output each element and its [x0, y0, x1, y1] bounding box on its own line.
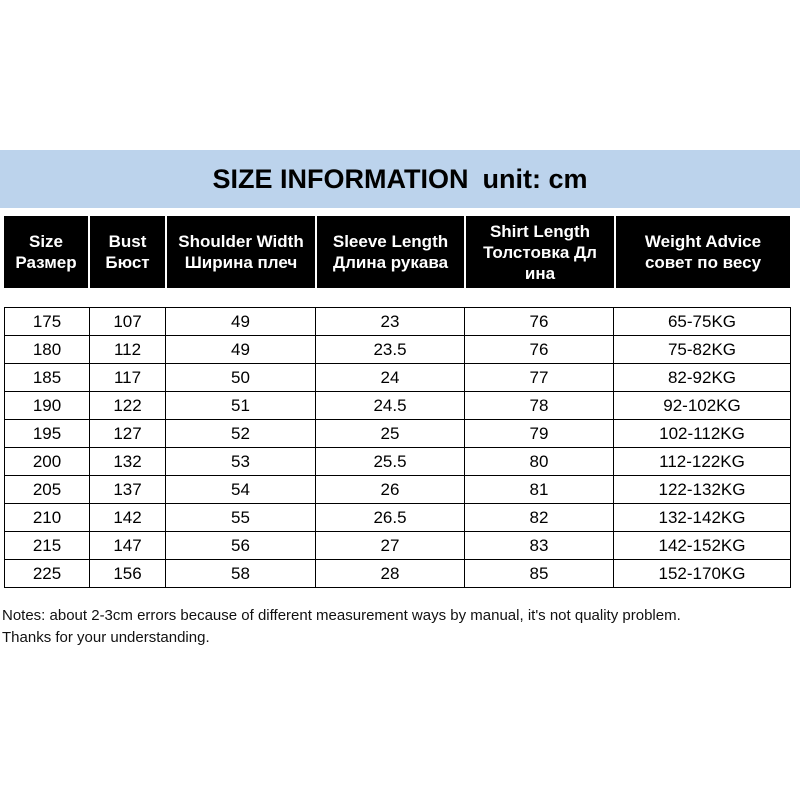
cell-shirt-length: 83	[465, 532, 614, 560]
cell-weight-advice: 75-82KG	[614, 336, 791, 364]
cell-bust: 107	[90, 308, 166, 336]
cell-weight-advice: 122-132KG	[614, 476, 791, 504]
cell-shoulder-width: 53	[166, 448, 316, 476]
cell-sleeve-length: 23.5	[316, 336, 465, 364]
cell-sleeve-length: 23	[316, 308, 465, 336]
cell-bust: 156	[90, 560, 166, 588]
cell-shoulder-width: 54	[166, 476, 316, 504]
table-row	[5, 336, 791, 364]
cell-weight-advice: 92-102KG	[614, 392, 791, 420]
notes-line-1: Notes: about 2-3cm errors because of different measurement ways by manual, it's not quality problem.	[2, 607, 681, 624]
table-row	[5, 532, 791, 560]
cell-shirt-length: 82	[465, 504, 614, 532]
cell-sleeve-length: 28	[316, 560, 465, 588]
banner-unit: unit: cm	[482, 163, 588, 194]
cell-shoulder-width: 51	[166, 392, 316, 420]
banner-title: SIZE INFORMATION	[212, 163, 469, 194]
table-header	[4, 216, 790, 288]
notes	[2, 605, 798, 649]
cell-shirt-length: 85	[465, 560, 614, 588]
cell-shirt-length: 76	[465, 308, 614, 336]
cell-size: 175	[5, 308, 90, 336]
cell-bust: 142	[90, 504, 166, 532]
cell-weight-advice: 82-92KG	[614, 364, 791, 392]
cell-shirt-length: 78	[465, 392, 614, 420]
cell-weight-advice: 132-142KG	[614, 504, 791, 532]
header-size: Size Размер	[4, 216, 88, 288]
header-shoulder-width: Shoulder Width Ширина плеч	[167, 216, 315, 288]
header-weight-advice: Weight Advice совет по весу	[616, 216, 790, 288]
table-row	[5, 364, 791, 392]
cell-shirt-length: 80	[465, 448, 614, 476]
cell-size: 185	[5, 364, 90, 392]
cell-sleeve-length: 26	[316, 476, 465, 504]
cell-shoulder-width: 49	[166, 308, 316, 336]
cell-shirt-length: 76	[465, 336, 614, 364]
header-bust: Bust Бюст	[90, 216, 165, 288]
cell-bust: 112	[90, 336, 166, 364]
cell-bust: 117	[90, 364, 166, 392]
cell-shoulder-width: 50	[166, 364, 316, 392]
cell-bust: 132	[90, 448, 166, 476]
table-row	[5, 476, 791, 504]
cell-weight-advice: 65-75KG	[614, 308, 791, 336]
header-sleeve-length: Sleeve Length Длина рукава	[317, 216, 464, 288]
cell-weight-advice: 102-112KG	[614, 420, 791, 448]
notes-line-2: Thanks for your understanding.	[2, 629, 210, 646]
table-row	[5, 504, 791, 532]
cell-sleeve-length: 27	[316, 532, 465, 560]
table-row	[5, 392, 791, 420]
size-table-body	[5, 308, 791, 588]
cell-sleeve-length: 26.5	[316, 504, 465, 532]
cell-size: 195	[5, 420, 90, 448]
cell-sleeve-length: 25.5	[316, 448, 465, 476]
table-row	[5, 560, 791, 588]
cell-shoulder-width: 58	[166, 560, 316, 588]
cell-weight-advice: 112-122KG	[614, 448, 791, 476]
cell-shoulder-width: 49	[166, 336, 316, 364]
cell-shirt-length: 79	[465, 420, 614, 448]
cell-sleeve-length: 25	[316, 420, 465, 448]
cell-sleeve-length: 24	[316, 364, 465, 392]
cell-size: 215	[5, 532, 90, 560]
cell-shoulder-width: 55	[166, 504, 316, 532]
table-row	[5, 420, 791, 448]
cell-size: 205	[5, 476, 90, 504]
cell-size: 200	[5, 448, 90, 476]
size-info-banner	[0, 150, 800, 208]
header-shirt-length: Shirt Length Толстовка Дл ина	[466, 216, 614, 288]
cell-size: 210	[5, 504, 90, 532]
table-row	[5, 308, 791, 336]
cell-size: 180	[5, 336, 90, 364]
cell-shirt-length: 77	[465, 364, 614, 392]
cell-shirt-length: 81	[465, 476, 614, 504]
cell-bust: 127	[90, 420, 166, 448]
cell-shoulder-width: 52	[166, 420, 316, 448]
cell-size: 225	[5, 560, 90, 588]
cell-bust: 147	[90, 532, 166, 560]
cell-size: 190	[5, 392, 90, 420]
cell-bust: 122	[90, 392, 166, 420]
size-table	[4, 307, 791, 588]
cell-weight-advice: 142-152KG	[614, 532, 791, 560]
cell-weight-advice: 152-170KG	[614, 560, 791, 588]
table-row	[5, 448, 791, 476]
cell-sleeve-length: 24.5	[316, 392, 465, 420]
cell-shoulder-width: 56	[166, 532, 316, 560]
cell-bust: 137	[90, 476, 166, 504]
